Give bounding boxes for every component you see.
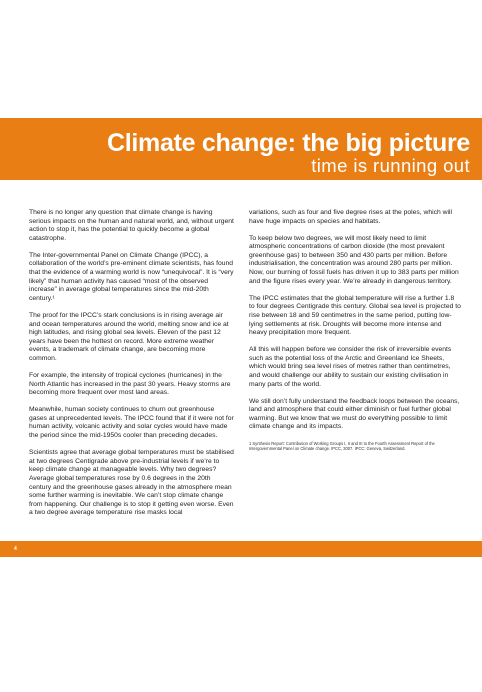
body-paragraph: The proof for the IPCC’s stark conclusions is in rising average air and ocean temperatures around the world, melting snow and ice at high latitudes, and rising global sea levels. Eleven of the past 12 years have been the hottest on record. More extreme weather events, a trademark of climate change, are becoming more common. <box>29 311 229 362</box>
body-paragraph: variations, such as four and five degree rises at the poles, which will have huge impacts on species and habitats. <box>249 209 452 225</box>
page-subtitle: time is running out <box>311 155 470 176</box>
body-paragraph: All this will happen before we consider the risk of irreversible events such as the potential loss of the Arctic and Greenland Ice Sheets, which would bring sea level rises of metres rather than centimetres, and would challenge our ability to sustain our existing civilisation in many parts of the world. <box>249 346 452 388</box>
title-banner <box>0 118 482 180</box>
body-paragraph: There is no longer any question that climate change is having serious impacts on the human and natural world, and, without urgent action to stop it, has the potential to quickly become a global catastrophe. <box>29 209 234 242</box>
body-paragraph: The IPCC estimates that the global temperature will rise a further 1.8 to four degrees Centigrade this century. Global sea level is projected to rise between 18 and 59 centimetres in the same period, putting low-lying settlements at risk. Droughts will become more intense and heavy precipitation more frequent. <box>249 294 461 337</box>
body-paragraph: Meanwhile, human society continues to churn out greenhouse gases at unprecedented levels. The IPCC found that if it were not for human activity, volcanic activity and solar cycles would have made the period since the mid-1950s cooler than preceding decades. <box>29 406 234 440</box>
body-paragraph: For example, the intensity of tropical cyclones (hurricanes) in the North Atlantic has increased in the past 30 years. Heavy storms are becoming more frequent over most land areas. <box>29 372 231 397</box>
footer-bar <box>0 541 482 557</box>
body-paragraph: To keep below two degrees, we will most likely need to limit atmospheric concentrations of carbon dioxide (the most prevalent greenhouse gas) to between 350 and 430 parts per million. Before industrialisation, the concentration was around 280 parts per million. Now, our burning of fossil fuels has driven it up to 383 parts per million and the figure rises every year. We’re already in dangerous territory. <box>249 234 459 285</box>
right-text-column <box>249 209 461 460</box>
left-text-column <box>29 209 234 526</box>
footnote: 1 Synthesis Report: Contribution of Working Groups I, II and III to the Fourth Assessment Report of the Intergovernmental Panel on Climate change. IPCC, 2007. IPCC: Geneva, Switzerland. <box>249 440 435 451</box>
body-paragraph: The Inter-governmental Panel on Climate Change (IPCC), a collaboration of the world’s pre-eminent climate scientists, has found that the evidence of a warming world is now “unequivocal”. It is “very likely” that human activity has caused “most of the observed increase” in average global temperatures since the mid-20th century.¹ <box>29 251 234 302</box>
body-paragraph: We still don’t fully understand the feedback loops between the oceans, land and atmosphere that could either diminish or fuel further global warming. But we know that we must do everything possible to limit climate change and its impacts. <box>249 397 460 431</box>
page-number: 4 <box>14 546 17 552</box>
page-title: Climate change: the big picture <box>107 129 470 157</box>
body-paragraph: Scientists agree that average global temperatures must be stabilised at two degrees Centigrade above pre-industrial levels if we’re to keep climate change at manageable levels. Why two degrees? Average global temperatures rose by 0.6 degrees in the 20th century and the greenhouse gases already in the atmosphere mean some further warming is inevitable. We can’t stop climate change from happening. Our challenge is to stop it getting even worse. Even a two degree average temperature rise masks local <box>29 449 234 517</box>
